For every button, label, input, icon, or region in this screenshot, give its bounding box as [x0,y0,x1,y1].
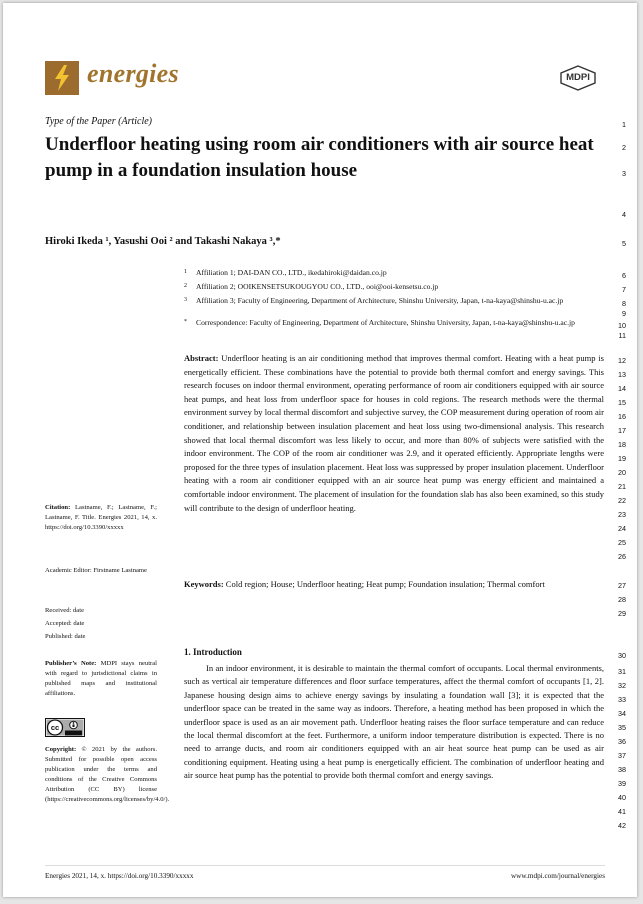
received-date: Received: date [45,607,84,614]
line-number: 14 [618,384,626,393]
line-number: 16 [618,412,626,421]
line-number: 5 [622,239,626,248]
affiliation-mark: * [184,319,187,325]
mdpi-logo [559,65,597,91]
line-number: 34 [618,709,626,718]
line-number: 30 [618,651,626,660]
copyright [45,745,170,805]
line-number: 8 [622,299,626,308]
page [3,3,637,897]
footer-divider [45,865,605,866]
line-number: 17 [618,426,626,435]
line-number: 1 [622,120,626,129]
publisher-note [45,659,157,699]
line-number: 18 [618,440,626,449]
affiliation-mark: 1 [184,269,187,275]
line-number: 33 [618,695,626,704]
line-number: 20 [618,468,626,477]
keywords-label: Keywords: [184,579,224,589]
affiliation-text: Affiliation 2; OOIKENSETSUKOUGYOU CO., LTD., ooi@ooi-kensetsu.co.jp [196,282,439,291]
abstract [184,352,604,515]
svg-text:cc: cc [50,723,60,733]
keywords [184,578,604,592]
line-number: 12 [618,356,626,365]
affiliation-text: Correspondence: Faculty of Engineering, Department of Architecture, Shinshu University, Japan, t-na-kaya@shinshu-u.ac.jp [196,318,575,327]
citation-label: Citation: [45,504,71,511]
line-number: 11 [618,331,626,340]
line-number: 21 [618,482,626,491]
affiliation-2 [184,281,584,292]
line-number: 39 [618,779,626,788]
academic-editor: Academic Editor: Firstname Lastname [45,567,147,574]
publisher-name: MDPI [566,72,590,83]
authors: Hiroki Ikeda ¹, Yasushi Ooi ² and Takashi Nakaya ³,* [45,236,281,247]
correspondence [184,317,584,328]
line-number: 25 [618,538,626,547]
citation-text: Lastname, F.; Lastname, F.; Lastname, F. Title. Energies 2021, 14, x. https://doi.org/10.3390/xxxxx [45,504,157,531]
introduction-text: In an indoor environment, it is desirable to maintain the thermal comfort of occupants. Local thermal environments, such as vertical air temperature differences and floor surface temperatures, affect the thermal comfort of occupants [1, 2]. Japanese housing design aims to achieve energy savings by insulating a foundation wall [3]; it is expected that the underfloor space can be treated in the same way as indoors. Therefore, a heating method has been proposed in which the underfloor space is used as an air movement path. Underfloor heating raises the floor surface temperature and can reduce the local thermal discomfort at the feet. Furthermore, a uniform indoor temperature distribution is expected. There is no need to arrange ducts, and room air conditioners equipped with an air heat source heat pump can be used as air conditioning equipment. Heating using a heat pump is energetically efficient. The combination of underfloor heating and air source heat pump has the potential to provide both thermal comfort and energy savings. [184,663,604,781]
paper-type: Type of the Paper (Article) [45,116,153,127]
line-number: 36 [618,737,626,746]
section-heading: 1. Introduction [184,647,242,657]
footer-url[interactable]: www.mdpi.com/journal/energies [510,872,605,880]
journal-logo-icon [45,61,79,95]
cc-by-license-icon[interactable] [45,718,85,737]
affiliation-text: Affiliation 1; DAI-DAN CO., LTD., ikedahiroki@daidan.co.jp [196,268,387,277]
line-number: 42 [618,821,626,830]
affiliation-text: Affiliation 3; Faculty of Engineering, Department of Architecture, Shinshu University, Japan, t-na-kaya@shinshu-u.ac.jp [196,296,564,305]
line-number: 2 [622,143,626,152]
line-number: 38 [618,765,626,774]
line-number: 10 [618,321,626,330]
publisher-note-text: MDPI stays neutral with regard to jurisdictional claims in published maps and institutional affiliations. [45,660,157,697]
line-number: 6 [622,271,626,280]
line-number: 28 [618,595,626,604]
affiliation-1 [184,267,584,278]
affiliation-mark: 3 [184,297,187,303]
line-number: 4 [622,210,626,219]
line-number: 27 [618,581,626,590]
line-number: 29 [618,609,626,618]
abstract-text: Underfloor heating is an air conditioning method that improves thermal comfort. Heating with a heat pump is energetically efficient. These combinations have the potential to provide both thermal comfort and energy savings. This research focuses on indoor thermal environment, operating performance of room air conditioners equipped with air source heat pumps, and heat loss from underfloor space for houses in cold regions. The research methods were the thermal environment survey by local thermal discomfort and subjective survey, the COP measurement during operation of room air conditioner, and relationship between insulation placement and heat loss using two-dimensional analysis. This research showed that local thermal discomfort was less likely to occur, and more than 80% of subjects were satisfied with the indoor environment. The COP of the room air conditioner was 2.9, and it operated efficiently. Appropriate lengths were proposed for the three types of insulation placement. Heat loss was suppressed by proper insulation placement. Underfloor heating with a room air conditioner equipped with an air source heat pump was energy efficient and maintained a comfortable indoor environment. The placement of insulation for the foundation slab has also been examined, so this study will contribute to the design of underfloor heating. [184,353,604,513]
line-number: 22 [618,496,626,505]
line-number: 13 [618,370,626,379]
published-date: Published: date [45,633,86,640]
line-number: 37 [618,751,626,760]
affiliation-mark: 2 [184,283,187,289]
accepted-date: Accepted: date [45,620,85,627]
line-number: 23 [618,510,626,519]
footer-citation: Energies 2021, 14, x. https://doi.org/10.3390/xxxxx [45,872,194,880]
line-number: 32 [618,681,626,690]
line-number: 19 [618,454,626,463]
line-number: 15 [618,398,626,407]
line-number: 24 [618,524,626,533]
affiliation-3 [184,295,584,306]
copyright-text: © 2021 by the authors. Submitted for possible open access publication under the terms and conditions of the Creative Commons Attribution (CC BY) license (https://creativecommons.org/licenses/by/4.0/). [45,746,170,803]
citation [45,503,157,533]
line-number: 9 [622,309,626,318]
copyright-label: Copyright: [45,746,77,753]
line-number: 26 [618,552,626,561]
line-number: 35 [618,723,626,732]
keywords-text: Cold region; House; Underfloor heating; Heat pump; Foundation insulation; Thermal comfort [225,579,545,589]
line-number: 41 [618,807,626,816]
line-number: 40 [618,793,626,802]
publisher-note-label: Publisher’s Note: [45,660,97,667]
line-number: 3 [622,169,626,178]
line-number: 31 [618,667,626,676]
line-number: 7 [622,285,626,294]
journal-name: energies [87,59,179,88]
abstract-label: Abstract: [184,353,219,363]
page-title: Underfloor heating using room air conditioners with air source heat pump in a foundation insulation house [45,134,594,181]
